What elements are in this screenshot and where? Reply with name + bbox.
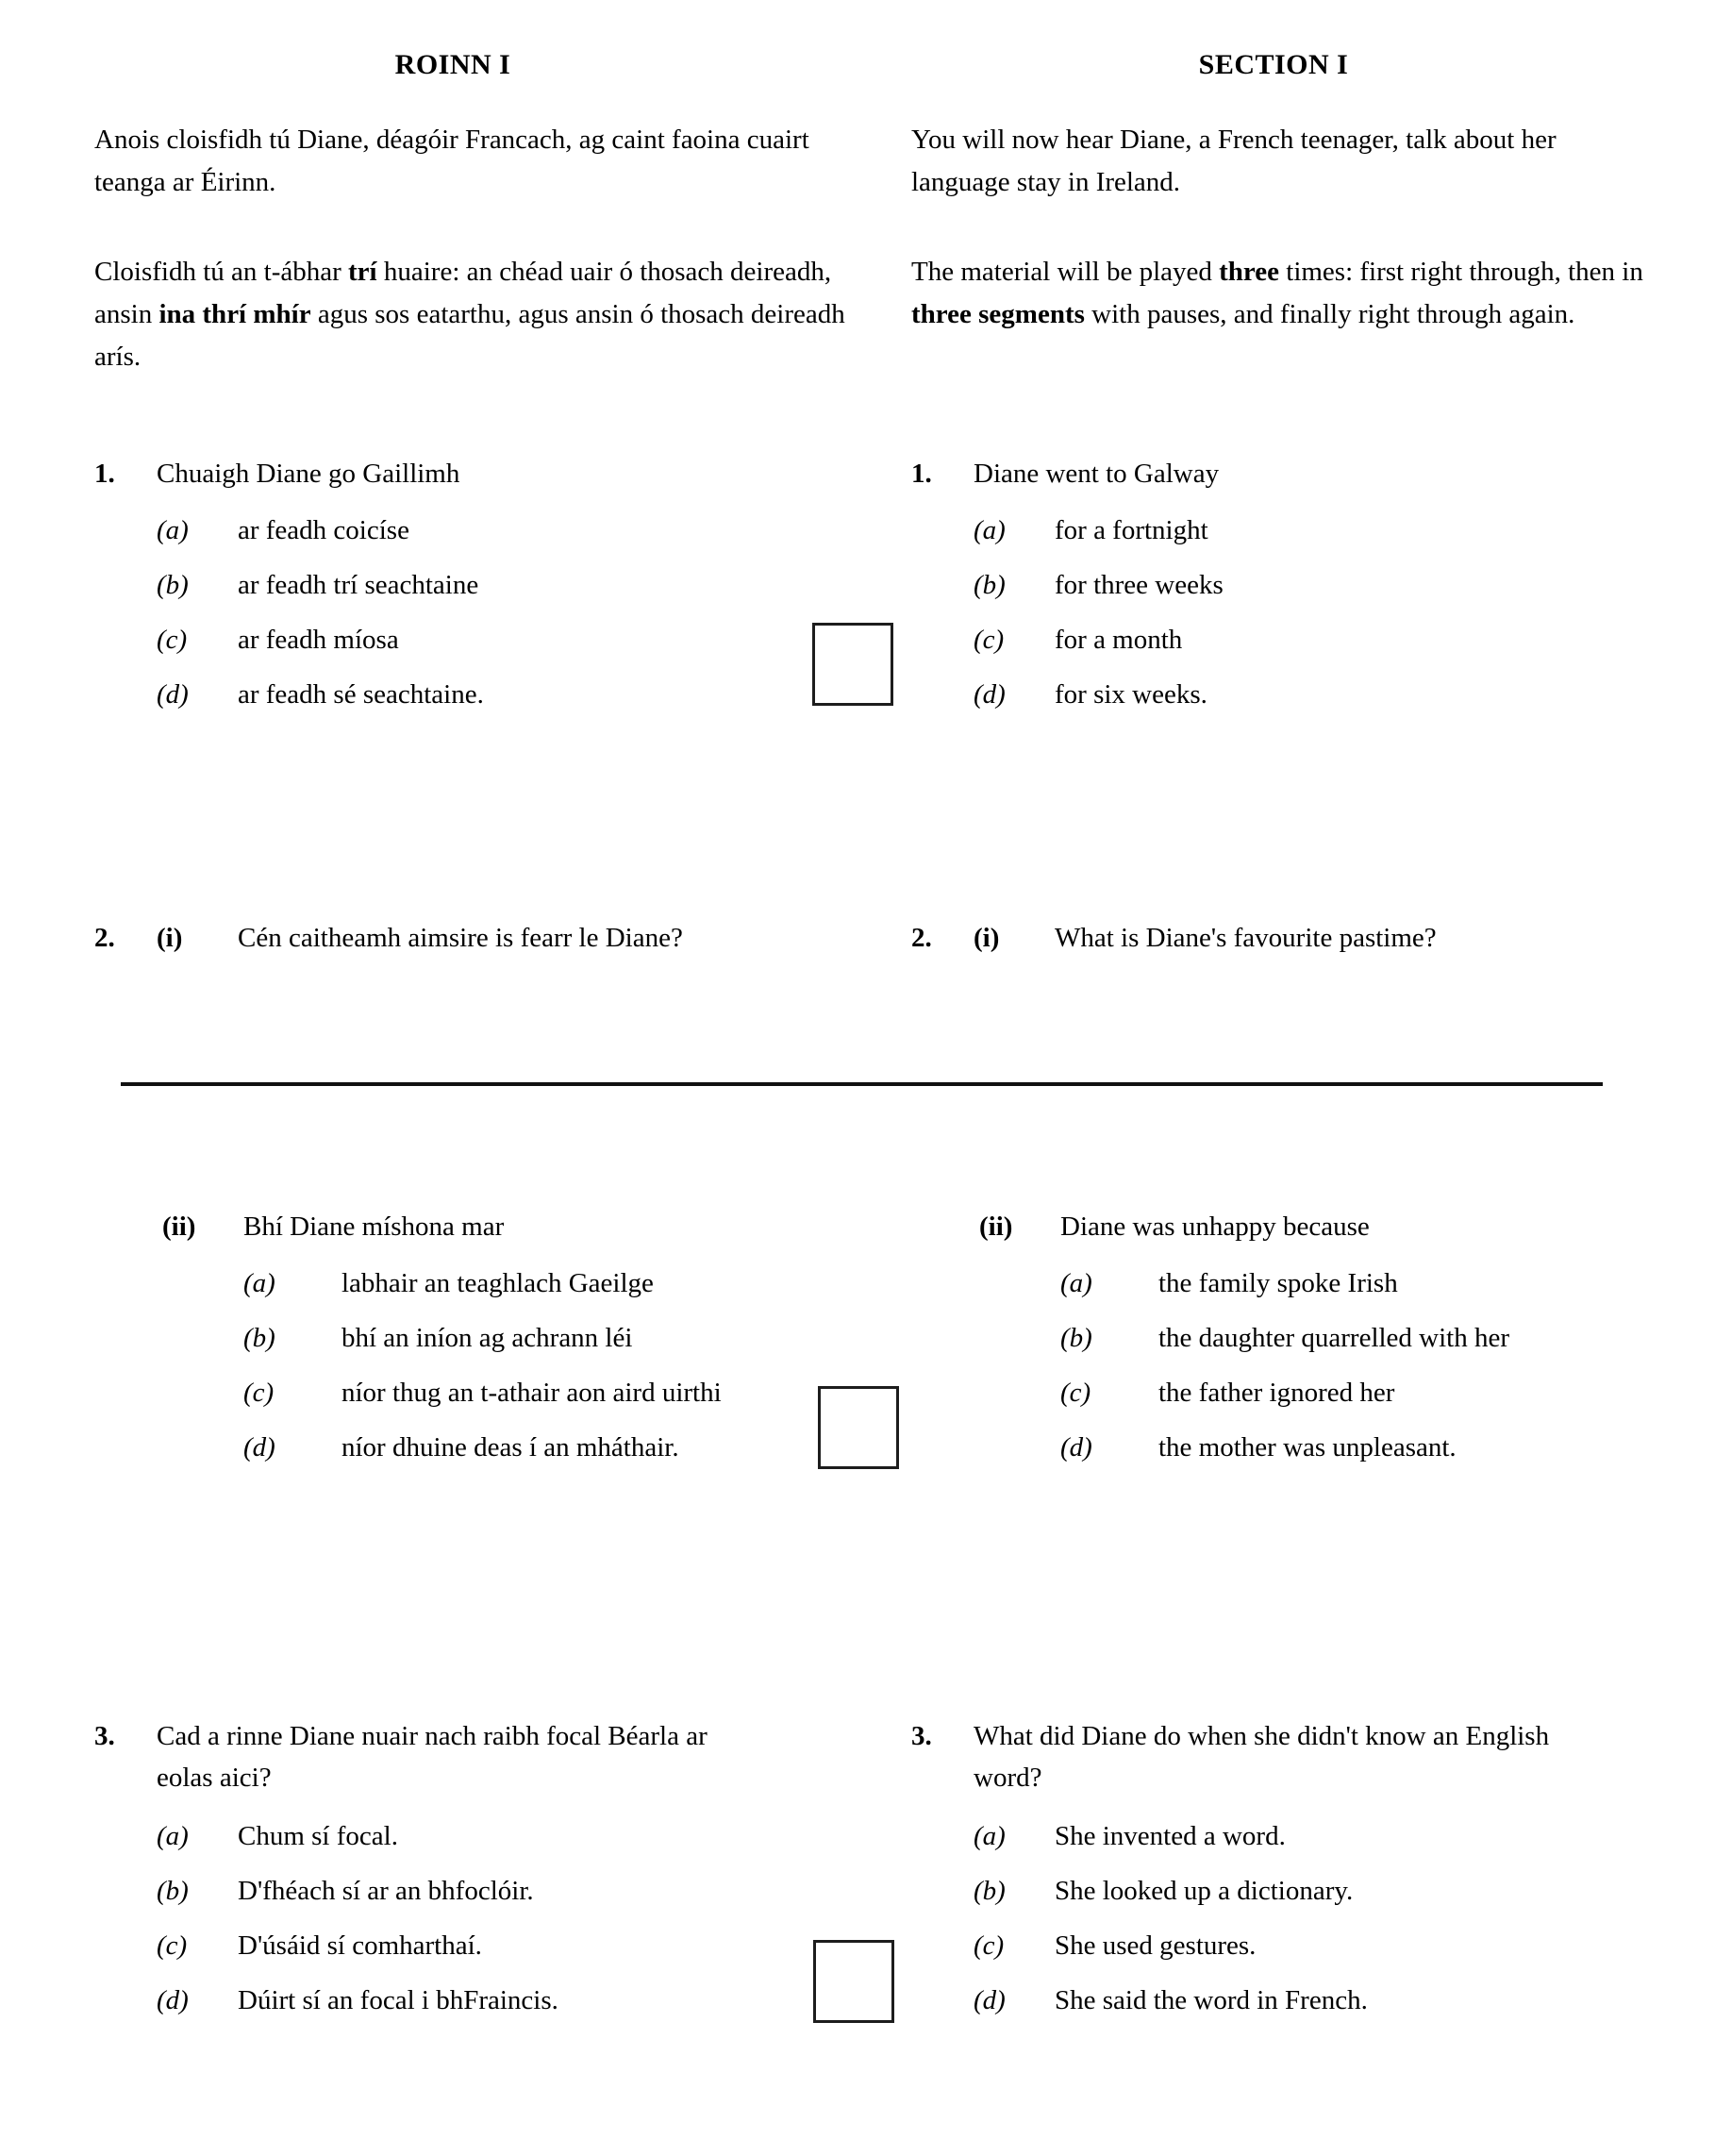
option-text-c: D'úsáid sí comharthaí.: [238, 1930, 482, 1961]
option-label-b: (b): [974, 1876, 1006, 1906]
option-label-c: (c): [157, 1930, 188, 1961]
question-2ii-irish-stem-row: [162, 1206, 823, 1247]
question-2ii-english-stem: Diane was unhappy because: [1060, 1212, 1370, 1242]
question-2i-english-number: 2.: [911, 923, 932, 953]
option-row[interactable]: [974, 1815, 1657, 1857]
option-row[interactable]: [1060, 1372, 1640, 1413]
option-label-d: (d): [1060, 1432, 1092, 1462]
question-3-irish-number: 3.: [94, 1721, 115, 1751]
option-text-c: níor thug an t-athair aon aird uirthi: [341, 1378, 722, 1408]
section-heading-irish: ROINN I: [394, 49, 511, 80]
option-label-b: (b): [974, 570, 1006, 600]
question-2ii-irish-stem: Bhí Diane míshona mar: [243, 1212, 505, 1242]
option-label-b: (b): [157, 570, 189, 600]
option-label-c: (c): [243, 1378, 275, 1408]
answer-box-question-1[interactable]: [812, 623, 893, 706]
intro-2-english-part-a: The material will be played: [911, 257, 1220, 287]
question-2ii-english-stem-row: [979, 1206, 1640, 1247]
question-1-irish: [94, 453, 811, 715]
option-label-c: (c): [974, 625, 1005, 655]
option-text-c: for a month: [1055, 625, 1183, 655]
option-label-a: (a): [974, 515, 1006, 545]
question-2i-irish-stem-row: [94, 917, 811, 959]
question-1-english-stem-row: [911, 453, 1657, 494]
intro-paragraph-2-irish: [94, 251, 849, 378]
option-row[interactable]: [974, 674, 1657, 715]
intro-paragraph-1-english: You will now hear Diane, a French teenager, talk about her language stay in Ireland.: [911, 125, 1557, 197]
option-row[interactable]: [974, 1870, 1657, 1912]
intro-2-english-part-c: times: first right through, then in: [1279, 257, 1643, 287]
option-text-a: for a fortnight: [1055, 515, 1208, 545]
option-text-b: D'fhéach sí ar an bhfoclóir.: [238, 1876, 534, 1906]
question-2ii-irish-roman: (ii): [162, 1212, 196, 1242]
option-row[interactable]: [974, 1980, 1657, 2021]
option-text-b: for three weeks: [1055, 570, 1224, 600]
option-text-b: She looked up a dictionary.: [1055, 1876, 1354, 1906]
option-text-a: She invented a word.: [1055, 1821, 1286, 1851]
intro-2-irish-part-c: huaire: an chéad uair ó thosach deireadh, ansin: [94, 257, 832, 329]
question-2ii-english: [979, 1206, 1640, 1468]
option-label-a: (a): [243, 1268, 275, 1298]
answer-box-question-3[interactable]: [813, 1940, 894, 2023]
option-row[interactable]: [1060, 1427, 1640, 1468]
option-label-a: (a): [157, 1821, 189, 1851]
option-label-c: (c): [1060, 1378, 1091, 1408]
option-row[interactable]: [974, 510, 1657, 551]
question-2ii-english-roman: (ii): [979, 1212, 1013, 1242]
intro-2-english-part-e: with pauses, and finally right through again.: [1084, 299, 1575, 329]
option-row[interactable]: [974, 1925, 1657, 1966]
option-label-a: (a): [974, 1821, 1006, 1851]
option-label-c: (c): [157, 625, 188, 655]
intro-2-irish-emphasis-1: trí: [348, 257, 377, 287]
option-label-a: (a): [157, 515, 189, 545]
question-1-english-number: 1.: [911, 459, 932, 489]
option-row[interactable]: [157, 510, 811, 551]
option-row[interactable]: [974, 564, 1657, 606]
option-row[interactable]: [243, 1427, 823, 1468]
question-3-english-stem-row: [911, 1715, 1657, 1798]
option-text-b: the daughter quarrelled with her: [1158, 1323, 1510, 1353]
question-3-english-options: [974, 1815, 1657, 2021]
option-row[interactable]: [157, 674, 811, 715]
option-label-a: (a): [1060, 1268, 1092, 1298]
option-row[interactable]: [157, 1815, 811, 1857]
option-label-d: (d): [243, 1432, 275, 1462]
question-2i-english-stem: What is Diane's favourite pastime?: [1055, 923, 1437, 953]
question-1-english: [911, 453, 1657, 715]
option-text-d: Dúirt sí an focal i bhFraincis.: [238, 1985, 558, 2015]
option-label-d: (d): [157, 679, 189, 710]
option-row[interactable]: [243, 1317, 823, 1359]
option-row[interactable]: [157, 1925, 811, 1966]
question-3-english-number: 3.: [911, 1721, 932, 1751]
question-2ii-english-options: [1060, 1262, 1640, 1468]
option-label-b: (b): [243, 1323, 275, 1353]
answer-box-question-2ii[interactable]: [818, 1386, 899, 1469]
option-text-d: níor dhuine deas í an mháthair.: [341, 1432, 679, 1462]
intro-2-irish-emphasis-2: ina thrí mhír: [158, 299, 311, 329]
question-3-english: [911, 1715, 1657, 2021]
option-label-d: (d): [974, 679, 1006, 710]
intro-paragraph-2-english: [911, 251, 1657, 336]
question-3-english-stem: What did Diane do when she didn't know an English word?: [974, 1721, 1550, 1793]
option-row[interactable]: [157, 1870, 811, 1912]
option-text-a: Chum sí focal.: [238, 1821, 398, 1851]
section-heading-english: SECTION I: [1198, 49, 1349, 80]
question-2ii-irish: [162, 1206, 823, 1468]
question-3-irish: [94, 1715, 811, 2021]
intro-2-irish-part-a: Cloisfidh tú an t-ábhar: [94, 257, 349, 287]
option-label-b: (b): [157, 1876, 189, 1906]
intro-2-english-emphasis-1: three: [1219, 257, 1280, 287]
intro-2-english-emphasis-2: three segments: [911, 299, 1085, 329]
option-row[interactable]: [1060, 1262, 1640, 1304]
option-label-c: (c): [974, 1930, 1005, 1961]
question-1-irish-stem: Chuaigh Diane go Gaillimh: [157, 459, 460, 489]
option-row[interactable]: [157, 564, 811, 606]
question-2i-irish-number: 2.: [94, 923, 115, 953]
option-text-d: ar feadh sé seachtaine.: [238, 679, 484, 710]
option-text-c: ar feadh míosa: [238, 625, 399, 655]
question-1-irish-options: [157, 510, 811, 715]
option-text-b: bhí an iníon ag achrann léi: [341, 1323, 633, 1353]
option-text-d: the mother was unpleasant.: [1158, 1432, 1457, 1462]
question-2i-english-roman: (i): [974, 923, 1000, 953]
question-1-english-stem: Diane went to Galway: [974, 459, 1220, 489]
intro-2-irish-part-e: agus sos eatarthu, agus ansin ó thosach deireadh arís.: [94, 299, 845, 372]
question-3-irish-stem-row: [94, 1715, 811, 1798]
option-text-b: ar feadh trí seachtaine: [238, 570, 479, 600]
question-2i-english-stem-row: [911, 917, 1657, 959]
intro-paragraph-1-irish: Anois cloisfidh tú Diane, déagóir Francach, ag caint faoina cuairt teanga ar Éirinn.: [94, 125, 809, 197]
question-2i-irish-roman: (i): [157, 923, 183, 953]
option-text-c: She used gestures.: [1055, 1930, 1257, 1961]
option-row[interactable]: [157, 1980, 811, 2021]
answer-line-question-2i: [121, 1082, 1603, 1086]
option-text-c: the father ignored her: [1158, 1378, 1395, 1408]
option-text-a: labhair an teaghlach Gaeilge: [341, 1268, 654, 1298]
option-text-d: for six weeks.: [1055, 679, 1207, 710]
question-1-english-options: [974, 510, 1657, 715]
question-2i-english: [911, 917, 1657, 959]
option-label-b: (b): [1060, 1323, 1092, 1353]
option-text-a: the family spoke Irish: [1158, 1268, 1398, 1298]
question-1-irish-number: 1.: [94, 459, 115, 489]
option-text-d: She said the word in French.: [1055, 1985, 1368, 2015]
question-2i-irish-stem: Cén caitheamh aimsire is fearr le Diane?: [238, 923, 683, 953]
option-label-d: (d): [157, 1985, 189, 2015]
question-3-irish-stem: Cad a rinne Diane nuair nach raibh focal Béarla ar eolas aici?: [157, 1721, 708, 1793]
question-2i-irish: [94, 917, 811, 959]
option-label-d: (d): [974, 1985, 1006, 2015]
option-row[interactable]: [1060, 1317, 1640, 1359]
option-row[interactable]: [157, 619, 811, 660]
option-row[interactable]: [243, 1262, 823, 1304]
option-row[interactable]: [974, 619, 1657, 660]
option-row[interactable]: [243, 1372, 823, 1413]
question-1-irish-stem-row: [94, 453, 811, 494]
option-text-a: ar feadh coicíse: [238, 515, 409, 545]
question-3-irish-options: [157, 1815, 811, 2021]
question-2ii-irish-options: [243, 1262, 823, 1468]
